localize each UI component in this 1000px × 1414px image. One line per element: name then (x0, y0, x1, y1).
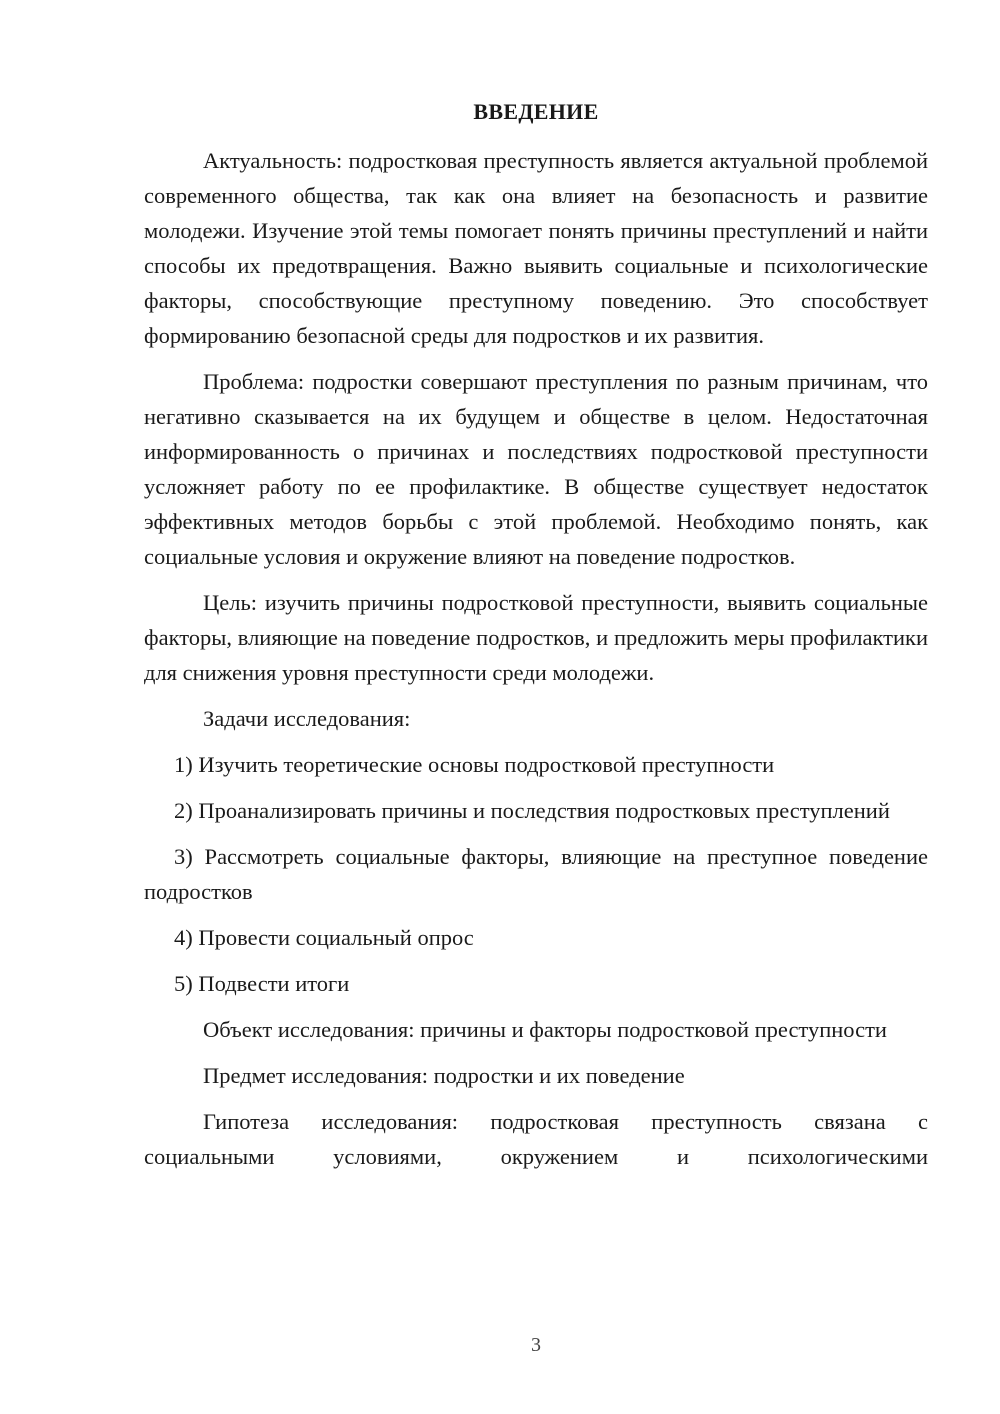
paragraph-object: Объект исследования: причины и факторы подростковой преступности (203, 1017, 887, 1042)
section-heading: ВВЕДЕНИЕ (473, 99, 599, 124)
paragraph-goal: Цель: изучить причины подростковой преступности, выявить социальные факторы, влияющие на поведение подростков, и предложить меры профилактики для снижения уровня преступности среди молодежи. (144, 590, 928, 685)
task-item-1: 1) Изучить теоретические основы подростковой преступности (174, 752, 775, 777)
page-content (144, 94, 928, 1174)
paragraph-subject: Предмет исследования: подростки и их поведение (203, 1063, 685, 1088)
task-item-3: 3) Рассмотреть социальные факторы, влияющие на преступное поведение подростков (144, 844, 928, 904)
paragraph-relevance: Актуальность: подростковая преступность является актуальной проблемой современного общества, так как она влияет на безопасность и развитие молодежи. Изучение этой темы помогает понять причины преступлений и найти способы их предотвращения. Важно выявить социальные и психологические факторы, способствующие преступному поведению. Это способствует формированию безопасной среды для подростков и их развития. (144, 148, 928, 348)
paragraph-hypothesis: Гипотеза исследования: подростковая преступность связана с социальными условиями, окружением и психологическими (144, 1109, 928, 1169)
page-number: 3 (531, 1334, 541, 1356)
paragraph-problem: Проблема: подростки совершают преступления по разным причинам, что негативно сказывается на их будущем и обществе в целом. Недостаточная информированность о причинах и последствиях подростковой преступности усложняет работу по ее профилактике. В обществе существует недостаток эффективных методов борьбы с этой проблемой. Необходимо понять, как социальные условия и окружение влияют на поведение подростков. (144, 369, 928, 569)
task-item-4: 4) Провести социальный опрос (174, 925, 474, 950)
task-item-5: 5) Подвести итоги (174, 971, 350, 996)
task-item-2: 2) Проанализировать причины и последствия подростковых преступлений (174, 798, 890, 823)
paragraph-tasks-title: Задачи исследования: (203, 706, 411, 731)
